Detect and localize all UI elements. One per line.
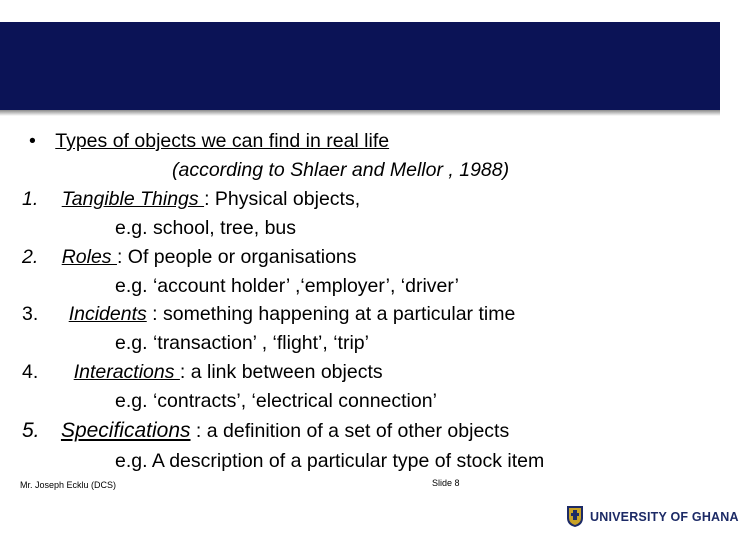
item-example: e.g. A description of a particular type of stock item bbox=[115, 450, 545, 472]
item-example: e.g. ‘contracts’, ‘electrical connection’ bbox=[115, 390, 437, 412]
logo-text: UNIVERSITY OF GHANA bbox=[590, 510, 739, 524]
item-term: Specifications bbox=[60, 419, 191, 442]
item-description: : a definition of a set of other objects bbox=[190, 420, 510, 442]
item-description: : something happening at a particular time bbox=[146, 303, 516, 325]
list-item bbox=[22, 419, 509, 443]
item-example: e.g. ‘transaction’ , ‘flight’, ‘trip’ bbox=[115, 332, 369, 354]
footer-author: Mr. Joseph Ecklu (DCS) bbox=[20, 480, 117, 490]
slide-number: Slide 8 bbox=[432, 478, 460, 488]
header-bar bbox=[0, 22, 720, 110]
item-term: Roles bbox=[61, 246, 117, 268]
item-number: 4. bbox=[22, 361, 39, 383]
list-item bbox=[22, 187, 360, 211]
item-number: 2. bbox=[22, 246, 39, 268]
item-example: e.g. school, tree, bus bbox=[115, 217, 297, 239]
item-description: : Of people or organisations bbox=[116, 246, 357, 268]
heading-title: Types of objects we can find in real life bbox=[55, 130, 390, 152]
item-number: 5. bbox=[22, 419, 40, 442]
item-term: Incidents bbox=[68, 303, 147, 325]
crest-icon bbox=[566, 504, 584, 528]
header-shadow bbox=[0, 110, 720, 116]
university-logo bbox=[566, 504, 739, 532]
item-term: Tangible Things bbox=[61, 188, 205, 210]
item-number: 1. bbox=[22, 188, 39, 210]
list-item bbox=[22, 245, 357, 269]
bullet: • bbox=[29, 130, 36, 152]
item-term: Interactions bbox=[73, 361, 180, 383]
heading-citation: (according to Shlaer and Mellor , 1988) bbox=[172, 159, 510, 181]
heading-line bbox=[29, 129, 389, 153]
list-item bbox=[22, 360, 383, 384]
item-example: e.g. ‘account holder’ ,‘employer’, ‘driver’ bbox=[115, 275, 459, 297]
item-number: 3. bbox=[22, 303, 39, 325]
list-item bbox=[22, 302, 515, 326]
item-description: : Physical objects, bbox=[204, 188, 361, 210]
item-description: : a link between objects bbox=[179, 361, 383, 383]
